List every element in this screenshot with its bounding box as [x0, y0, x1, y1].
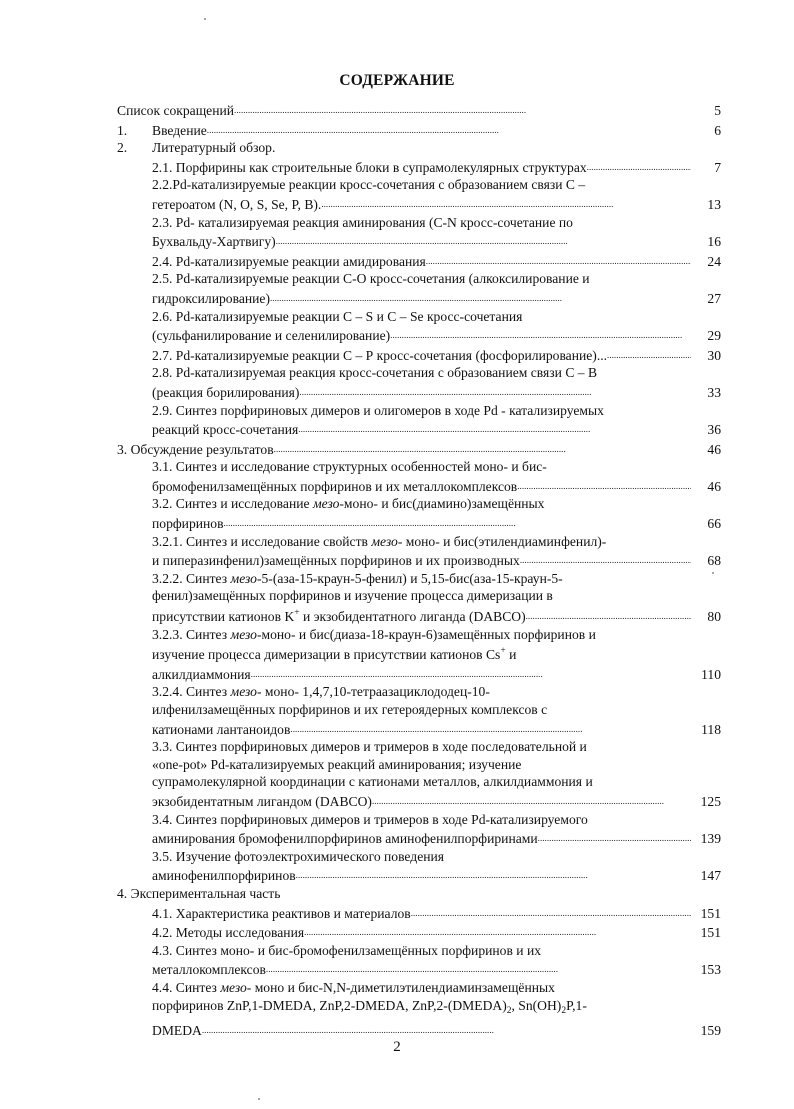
toc-entry-page: 147	[700, 868, 721, 884]
toc-entry-line: экзобидентатным лигандом (DABCO)	[152, 793, 372, 809]
toc-entry-line: 2.3. Pd- катализируемая реакция аминирования (C-N кросс-сочетание по	[152, 214, 573, 230]
toc-entry[interactable]	[117, 626, 721, 684]
toc-entry-line: супрамолекулярной координации с катионами металлов, алкилдиаммония и	[152, 774, 593, 790]
toc-entry-page: 151	[700, 905, 721, 921]
toc-entry-title	[152, 345, 691, 365]
toc-entry-line: 3.2.3. Синтез мезо-моно- и бис(диаза-18-краун-6)замещённых порфиринов и	[152, 626, 596, 642]
toc-entry-title	[152, 533, 691, 570]
toc-entry-page: 24	[707, 253, 721, 269]
toc-entry-line: алкилдиаммония	[152, 666, 251, 682]
toc-entry-page: 6	[714, 122, 721, 138]
toc-entry-page: 16	[707, 234, 721, 250]
toc-entry[interactable]	[117, 683, 721, 738]
toc-entry-line: 2.6. Pd-катализируемые реакции С – S и С – Se кросс-сочетания	[152, 308, 523, 324]
toc-entry-line: 4.1. Характеристика реактивов и материалов	[152, 905, 411, 921]
toc-entry[interactable]	[117, 139, 721, 157]
toc-entry[interactable]	[117, 439, 721, 459]
toc-entry-title	[152, 848, 691, 885]
dot-leader	[224, 513, 691, 533]
toc-entry-title	[152, 979, 691, 1040]
toc-entry-line: бромофенилзамещённых порфиринов и их металлокомплексов	[152, 478, 518, 494]
toc-entry-line: реакций кросс-сочетания	[152, 422, 299, 438]
toc-entry-page: 118	[701, 721, 721, 737]
toc-entry-line: 2.4. Pd-катализируемые реакции амидирования	[152, 253, 426, 269]
toc-entry-title	[152, 214, 691, 251]
toc-entry[interactable]	[117, 345, 721, 365]
toc-entry-line: 3.1. Синтез и исследование структурных особенностей моно- и бис-	[152, 459, 547, 475]
toc-entry-line: аминофенилпорфиринов	[152, 868, 296, 884]
toc-entry-title	[152, 495, 691, 532]
toc-entry-line: 4. Экспериментальная часть	[117, 885, 281, 901]
toc-entry-line: DMEDA	[152, 1023, 202, 1039]
toc-entry[interactable]	[117, 942, 721, 979]
toc-entry-page: 153	[700, 962, 721, 978]
toc-entry-title	[152, 738, 691, 810]
toc-entry-line: Введение	[152, 122, 207, 138]
toc-entry-line: 3.5. Изучение фотоэлектрохимического поведения	[152, 848, 445, 864]
toc-entry-number: 1.	[117, 122, 128, 138]
toc-entry[interactable]	[117, 120, 721, 140]
toc-entry-line: 4.3. Синтез моно- и бис-бромофенилзамещённых порфиринов и их	[152, 942, 542, 958]
toc-entry[interactable]	[117, 570, 721, 626]
toc-entry-page: 46	[707, 478, 721, 494]
toc-entry-line: фенил)замещённых порфиринов и изучение процесса димеризации в	[152, 588, 553, 604]
toc-entry-line: 3.3. Синтез порфириновых димеров и тримеров в ходе последовательной и	[152, 739, 587, 755]
toc-entry[interactable]	[117, 903, 721, 923]
toc-entry-title	[152, 626, 691, 684]
toc-entry-line: металлокомплексов	[152, 962, 266, 978]
dot-leader	[234, 100, 691, 120]
dot-leader	[296, 865, 691, 885]
toc-entry-page: 151	[700, 925, 721, 941]
toc-entry-page: 68	[707, 553, 721, 569]
toc-entry-line: 3.2.2. Синтез мезо-5-(аза-15-краун-5-фенил) и 5,15-бис(аза-15-краун-5-	[152, 570, 563, 586]
toc-entry-page: 27	[707, 290, 721, 306]
toc-entry[interactable]	[117, 157, 721, 177]
toc-entry[interactable]	[117, 270, 721, 307]
toc-entry[interactable]	[117, 533, 721, 570]
toc-entry-line: аминирования бромофенилпорфиринов аминофенилпорфиринами	[152, 831, 538, 847]
toc-entry-title	[152, 922, 691, 942]
toc-entry-title	[117, 885, 691, 903]
toc-entry-page: 125	[700, 793, 721, 809]
toc-entry-number: 2.	[117, 140, 128, 156]
toc-entry-title	[152, 811, 691, 848]
toc-entry[interactable]	[117, 251, 721, 271]
toc-entry-line: (сульфанилирование и селенилирование)	[152, 328, 391, 344]
toc-entry-page: 33	[707, 384, 721, 400]
toc-entry-line: и пиперазинфенил)замещённых порфиринов и их производных	[152, 553, 520, 569]
toc-entry-title	[152, 903, 691, 923]
dot-leader	[266, 959, 691, 979]
toc-entry-page: 139	[700, 831, 721, 847]
toc-entry[interactable]	[117, 848, 721, 885]
toc-entry[interactable]	[117, 176, 721, 213]
toc-entry-title	[152, 683, 691, 738]
toc-entry-line: 3.4. Синтез порфириновых димеров и тримеров в ходе Pd-катализируемого	[152, 811, 588, 827]
toc-entry-line: гетероатом (N, O, S, Se, P, B).	[152, 196, 322, 212]
toc-entry-line: катионами лантаноидов	[152, 721, 291, 737]
page-number: 2	[393, 1039, 401, 1055]
toc-entry-page: 30	[707, 347, 721, 363]
toc-entry-title	[152, 570, 691, 626]
toc-entry-line: 2.5. Pd-катализируемые реакции C-O кросс-сочетания (алкоксилирование и	[152, 271, 590, 287]
toc-entry-line: 3.2.4. Синтез мезо- моно- 1,4,7,10-тетраазациклододец-10-	[152, 684, 490, 700]
toc-entry-line: «one-pot» Pd-катализируемых реакций аминирования; изучение	[152, 756, 522, 772]
dot-leader	[538, 828, 691, 848]
dot-leader	[372, 791, 691, 811]
toc-entry-line: 2.1. Порфирины как строительные блоки в супрамолекулярных структурах	[152, 159, 587, 175]
dot-leader	[202, 1020, 691, 1040]
toc-entry-line: присутствии катионов K+ и экзобидентатного лиганда (DABCO)	[152, 608, 526, 625]
toc-entry-line: 3.2.1. Синтез и исследование свойств мезо- моно- и бис(этилендиаминфенил)-	[152, 533, 607, 549]
toc-entry[interactable]	[117, 308, 721, 345]
dot-leader	[207, 120, 691, 140]
toc-entry-page: 66	[707, 516, 721, 532]
scan-speck	[712, 572, 714, 574]
dot-leader	[299, 382, 691, 402]
toc-entry[interactable]	[117, 885, 721, 903]
toc-entry[interactable]	[117, 214, 721, 251]
toc-entry-line: порфиринов ZnP,1-DMEDA, ZnP,2-DMEDA, $ZnP,2-(DMEDA)_2$, $Sn(OH)_2P,1-$	[152, 997, 587, 1016]
toc-entry[interactable]	[117, 458, 721, 495]
toc-entry[interactable]	[117, 495, 721, 532]
toc-entry-page: 159	[700, 1023, 721, 1039]
toc-entry-line: 2.7. Pd-катализируемые реакции С – Р кросс-сочетания (фосфорилирование)...	[152, 347, 608, 363]
toc-entry-line: порфиринов	[152, 516, 224, 532]
toc-entry-line: Бухвальду-Хартвигу)	[152, 234, 276, 250]
toc-entry-title	[152, 120, 691, 140]
page-title: СОДЕРЖАНИЕ	[339, 72, 455, 89]
dot-leader	[290, 719, 691, 739]
toc-entry-page: 46	[707, 441, 721, 457]
dot-leader	[274, 439, 691, 459]
dot-leader	[251, 664, 691, 684]
toc-entry-line: 2.2.Pd-катализируемые реакции кросс-сочетания с образованием связи C –	[152, 177, 586, 193]
toc-entry-page: 110	[701, 666, 721, 682]
toc-entry-title	[152, 308, 691, 345]
toc-entry-line: 4.4. Синтез мезо- моно и бис-N,N-диметилэтилендиаминзамещённых	[152, 979, 555, 995]
toc-entry-line: илфенилзамещённых порфиринов и их гетероядерных комплексов с	[152, 702, 548, 717]
toc-entry-title	[117, 439, 691, 459]
toc-entry[interactable]	[117, 922, 721, 942]
toc-entry-line: 2.9. Синтез порфириновых димеров и олигомеров в ходе Pd - катализируемых	[152, 402, 604, 418]
scan-speck	[204, 18, 206, 20]
toc-entry-page: 36	[707, 422, 721, 438]
toc-entry-title	[152, 402, 691, 439]
toc-entry-page: 80	[707, 609, 721, 625]
toc-entry-page: 29	[707, 328, 721, 344]
toc-entry[interactable]	[117, 979, 721, 1040]
toc-entry-line: гидроксилирование)	[152, 290, 270, 306]
dot-leader	[426, 251, 691, 271]
toc-entry[interactable]	[117, 811, 721, 848]
dot-leader	[298, 419, 691, 439]
dot-leader	[321, 194, 691, 214]
dot-leader	[411, 903, 691, 923]
toc-entry-line: изучение процесса димеризации в присутствии катионов Cs+ и	[152, 646, 517, 663]
toc-entry-line: Литературный обзор.	[152, 140, 276, 156]
dot-leader	[390, 325, 691, 345]
dot-leader	[520, 550, 691, 570]
toc-entry-title	[152, 176, 691, 213]
toc-entry-title	[152, 139, 691, 157]
toc-entry-title	[152, 942, 691, 979]
toc-entry[interactable]	[117, 364, 721, 401]
toc-entry-line: 3.2. Синтез и исследование мезо-моно- и бис(диамино)замещённых	[152, 496, 545, 512]
toc-entry-page: 5	[714, 103, 721, 118]
toc-entry-line: (реакция борилирования)	[152, 384, 300, 400]
toc-entry[interactable]	[117, 402, 721, 439]
dot-leader	[526, 606, 691, 626]
toc-entry-line: 3. Обсуждение результатов	[117, 441, 274, 457]
dot-leader	[517, 476, 691, 496]
toc-entry[interactable]	[117, 100, 721, 120]
toc-entry-line: 2.8. Pd-катализируемая реакция кросс-сочетания с образованием связи С – В	[152, 365, 598, 381]
toc-entry[interactable]	[117, 738, 721, 810]
toc-entry-title	[152, 157, 691, 177]
scan-speck	[258, 1098, 260, 1100]
dot-leader	[270, 288, 691, 308]
toc-entry-title	[152, 251, 691, 271]
toc-entry-line: 4.2. Методы исследования	[152, 925, 305, 941]
dot-leader	[304, 922, 691, 942]
toc-entry-page: 13	[707, 196, 721, 212]
table-of-contents	[117, 100, 721, 1040]
toc-entry-page: 7	[714, 159, 721, 175]
toc-entry-title	[117, 100, 691, 120]
dot-leader	[276, 231, 691, 251]
toc-entry-title	[152, 364, 691, 401]
toc-entry-line: Список сокращений	[117, 103, 235, 118]
dot-leader	[587, 157, 691, 177]
dot-leader	[607, 345, 691, 365]
toc-entry-title	[152, 458, 691, 495]
toc-entry-title	[152, 270, 691, 307]
